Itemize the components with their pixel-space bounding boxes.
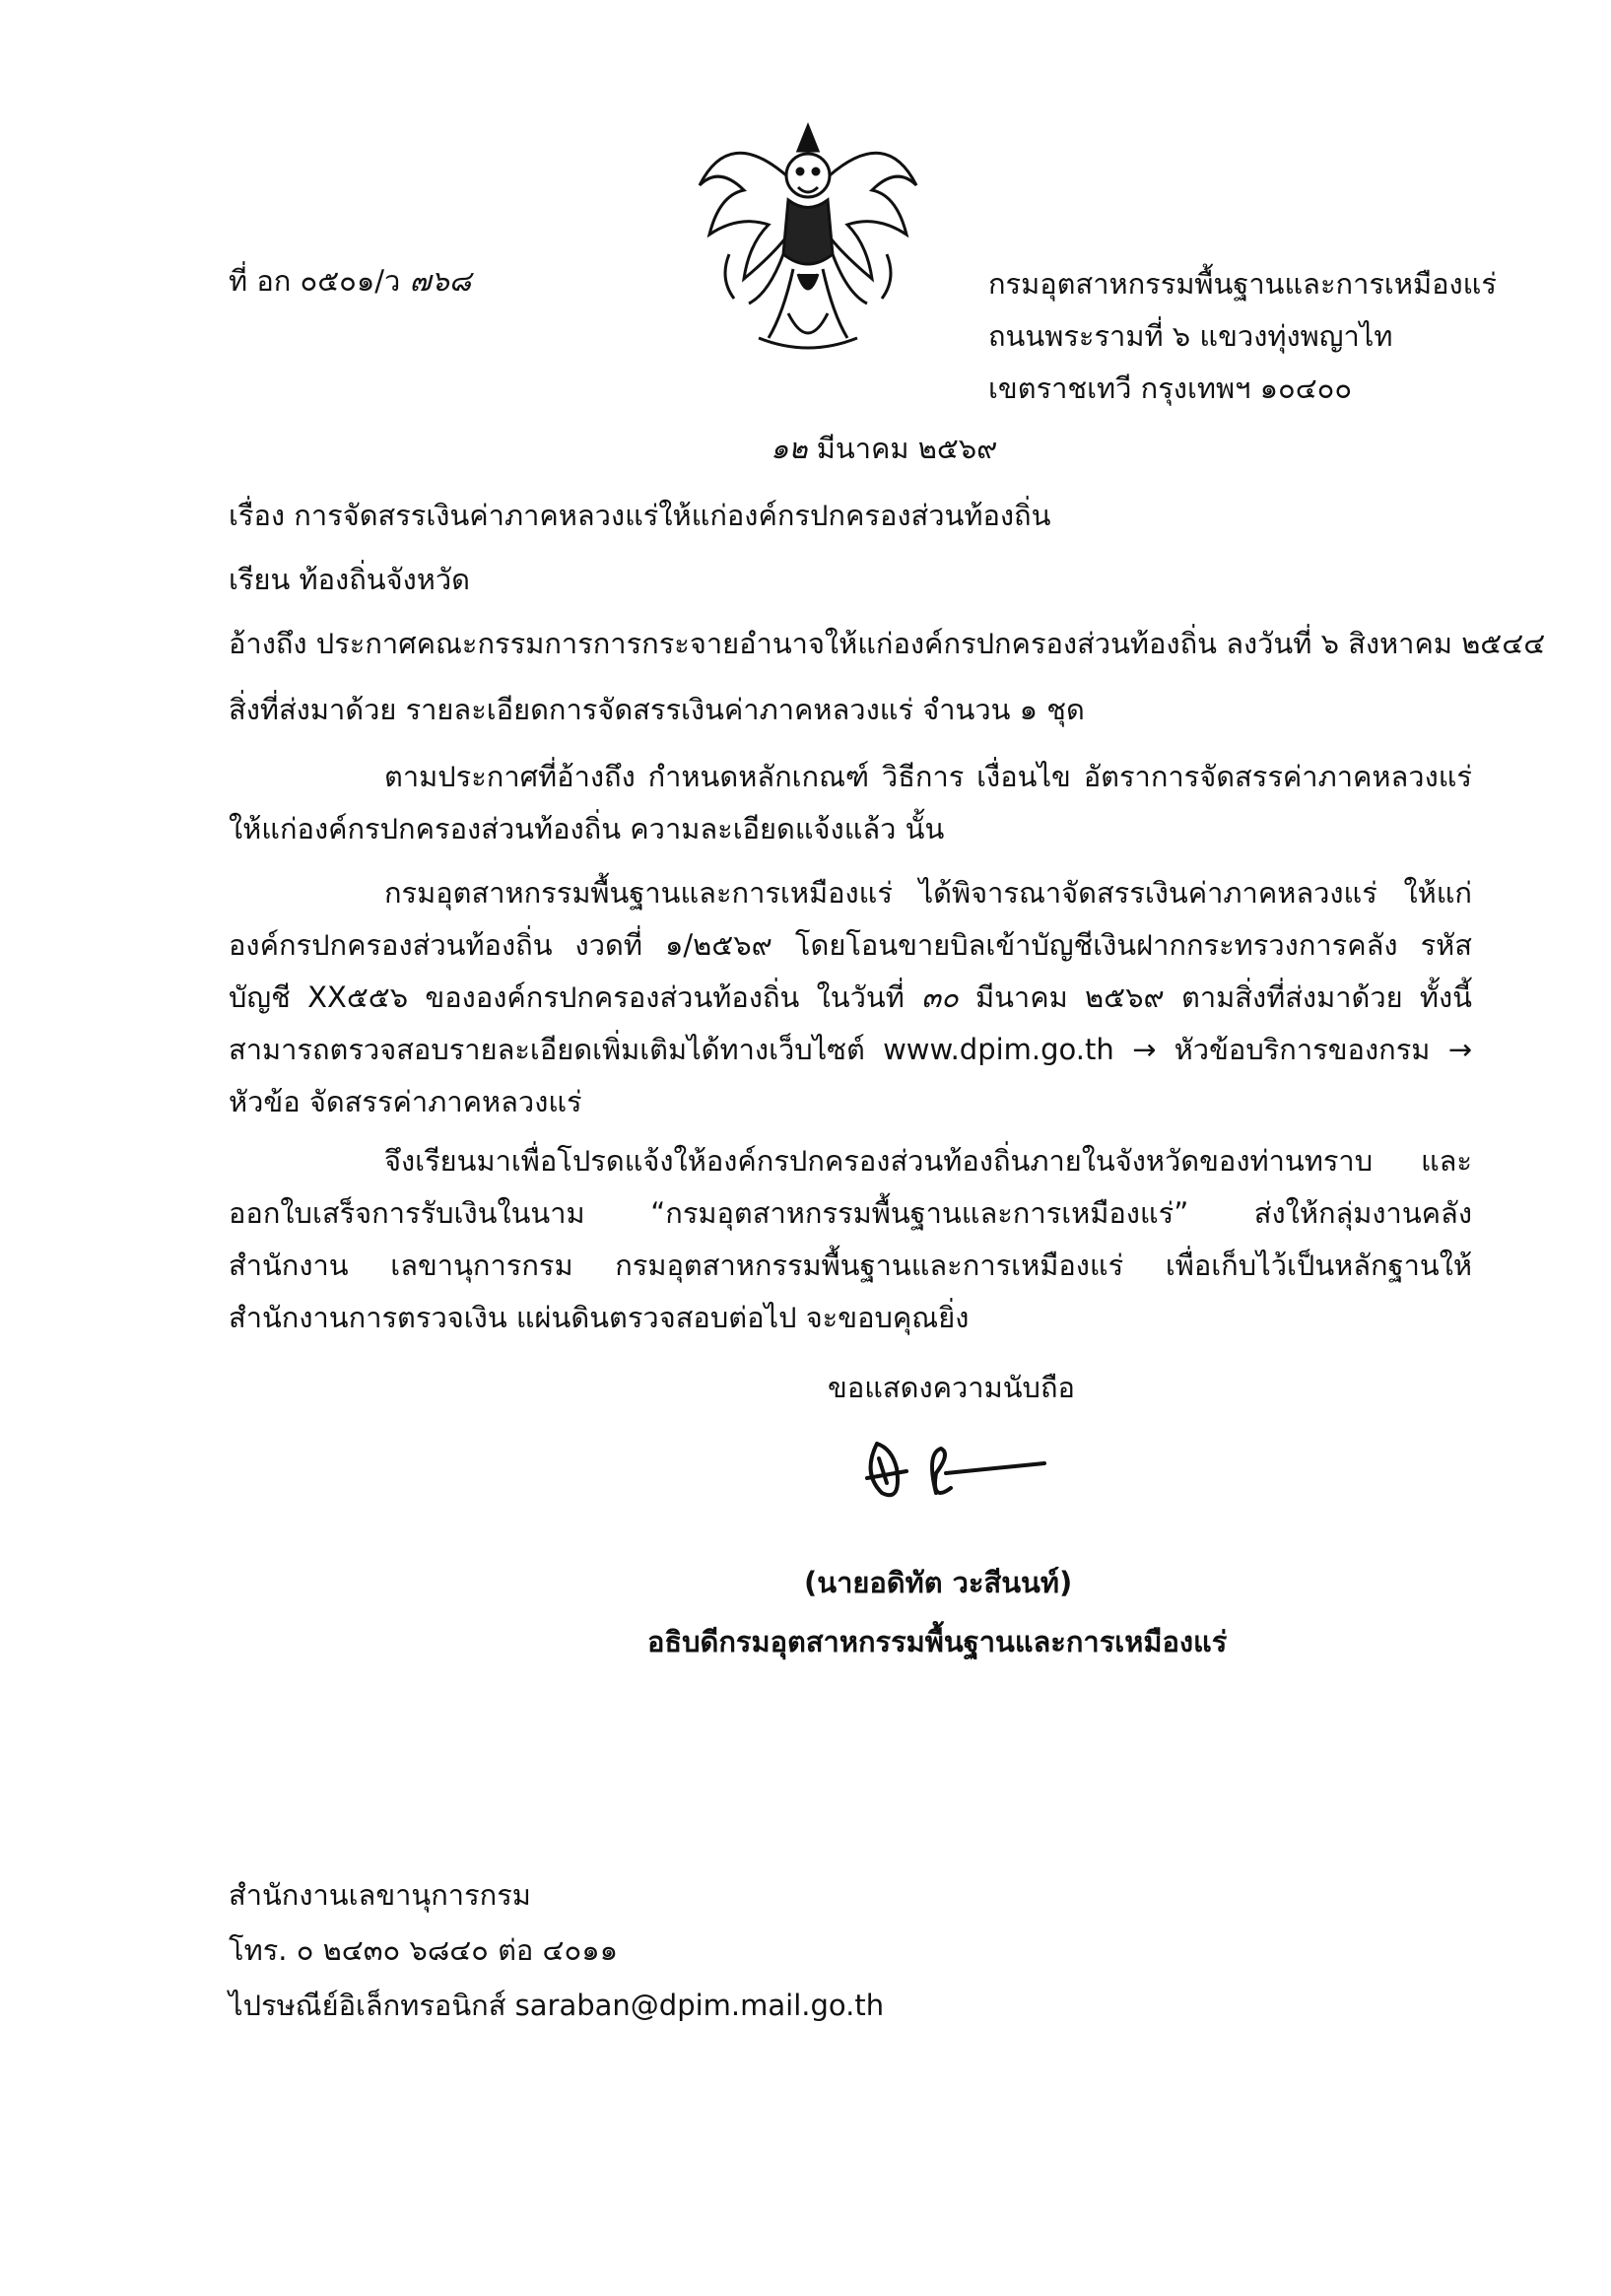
transfer-day-handwritten: ๓๐ xyxy=(921,980,959,1014)
sender-address xyxy=(988,258,1497,415)
reference-line: อ้างถึง ประกาศคณะกรรมการการกระจายอำนาจให้แก่องค์กรปกครองส่วนท้องถิ่น ลงวันที่ ๖ สิงหาคม ๒๕๔๔ xyxy=(229,627,1546,660)
reference-handwritten-number: ๗๖๘ xyxy=(409,264,472,298)
address-line: ถนนพระรามที่ ๖ แขวงทุ่งพญาไท xyxy=(988,319,1393,353)
enclosure-line: สิ่งที่ส่งมาด้วย รายละเอียดการจัดสรรเงินค่าภาคหลวงแร่ จำนวน ๑ ชุด xyxy=(229,693,1085,726)
footer-office: สำนักงานเลขานุการกรม xyxy=(229,1878,531,1912)
recipient-line: เรียน ท้องถิ่นจังหวัด xyxy=(229,563,470,596)
date-month-year: มีนาคม ๒๕๖๙ xyxy=(816,432,998,465)
signatory-name: (นายอดิทัต วะสีนนท์) xyxy=(804,1566,1073,1599)
body-paragraph-1: ตามประกาศที่อ้างถึง กำหนดหลักเกณฑ์ วิธีการ เงื่อนไข อัตราการจัดสรรค่าภาคหลวงแร่ ให้แก่องค์กรปกครองส่วนท้องถิ่น ความละเอียดแจ้งแล้ว นั้น xyxy=(229,760,1472,845)
body-paragraph-3: จึงเรียนมาเพื่อโปรดแจ้งให้องค์กรปกครองส่วนท้องถิ่นภายในจังหวัดของท่านทราบ และออกใบเสร็จการรับเงินในนาม “กรมอุตสาหกรรมพื้นฐานและการเหมืองแร่” ส่งให้กลุ่มงานคลัง สำนักงาน เลขานุการกรม กรมอุตสาหกรรมพื้นฐานและการเหมืองแร่ เพื่อเก็บไว้เป็นหลักฐานให้สำนักงานการตรวจเงิน แผ่นดินตรวจสอบต่อไป จะขอบคุณยิ่ง xyxy=(229,1144,1472,1334)
garuda-emblem-icon xyxy=(690,106,926,358)
paragraph-2-text-a: กรมอุตสาหกรรมพื้นฐานและการเหมืองแร่ ได้พิจารณาจัดสรรเงินค่าภาคหลวงแร่ ให้แก่องค์กรปกครองส่วนท้องถิ่น งวดที่ ๑/๒๕๖๙ โดยโอนขายบิลเข้าบัญชีเงินฝากกระทรวงการคลัง รหัสบัญชี XX๕๕๖ ขององค์กรปกครองส่วนท้องถิ่น ในวันที่ xyxy=(229,876,1472,1014)
reference-number xyxy=(229,258,471,304)
date-day-handwritten: ๑๒ xyxy=(771,432,808,465)
signatory-title: อธิบดีกรมอุตสาหกรรมพื้นฐานและการเหมืองแร่ xyxy=(647,1625,1228,1658)
address-line: เขตราชเทวี กรุงเทพฯ ๑๐๔๐๐ xyxy=(988,371,1353,405)
contact-footer xyxy=(229,1867,884,2033)
footer-phone: โทร. ๐ ๒๔๓๐ ๖๘๔๐ ต่อ ๔๐๑๑ xyxy=(229,1933,619,1967)
letter-date xyxy=(771,426,997,471)
closing-salutation: ขอแสดงความนับถือ xyxy=(828,1371,1075,1404)
footer-email: ไปรษณีย์อิเล็กทรอนิกส์ saraban@dpim.mail.go.th xyxy=(229,1989,885,2022)
body-paragraph-2 xyxy=(229,867,1472,1128)
reference-prefix: ที่ อก ๐๕๐๑/ว xyxy=(229,264,401,298)
paragraph-2-text-b: มีนาคม ๒๕๖๙ ตามสิ่งที่ส่งมาด้วย ทั้งนี้ สามารถตรวจสอบรายละเอียดเพิ่มเติมได้ทางเว็บไซต์ www.dpim.go.th → หัวข้อบริการของกรม → หัวข้อ จัดสรรค่าภาคหลวงแร่ xyxy=(229,980,1473,1118)
handwritten-signature-icon xyxy=(857,1434,1054,1513)
subject-line: เรื่อง การจัดสรรเงินค่าภาคหลวงแร่ให้แก่องค์กรปกครองส่วนท้องถิ่น xyxy=(229,499,1051,532)
address-line: กรมอุตสาหกรรมพื้นฐานและการเหมืองแร่ xyxy=(988,267,1497,301)
